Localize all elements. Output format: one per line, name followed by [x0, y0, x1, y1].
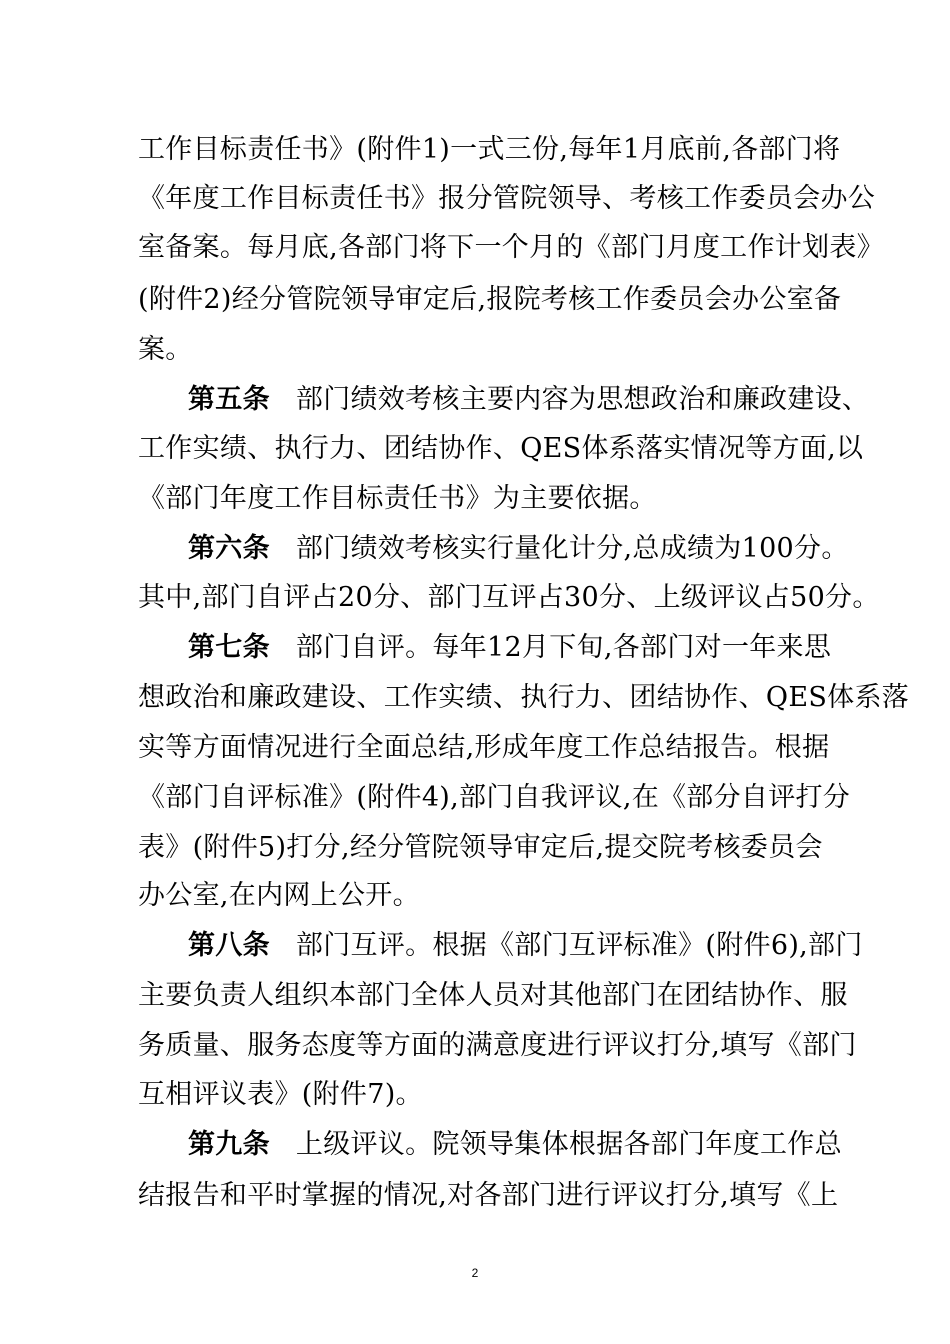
article-text: 上级评议。院领导集体根据各部门年度工作总	[295, 1129, 842, 1160]
text-line: 工作目标责任书》(附件1)一式三份,每年1月底前,各部门将	[138, 134, 841, 165]
article-heading: 第七条	[188, 632, 270, 663]
text-line: 表》(附件5)打分,经分管院领导审定后,提交院考核委员会	[138, 832, 823, 863]
article-heading: 第九条	[188, 1129, 270, 1160]
article-first-line	[188, 1129, 842, 1161]
article-first-line	[188, 533, 849, 565]
text-line: 实等方面情况进行全面总结,形成年度工作总结报告。根据	[138, 732, 830, 763]
text-line: 工作实绩、执行力、团结协作、QES体系落实情况等方面,以	[138, 433, 864, 464]
text-line: 互相评议表》(附件7)。	[138, 1079, 423, 1110]
text-line: 《年度工作目标责任书》报分管院领导、考核工作委员会办公	[138, 183, 876, 214]
article-heading: 第八条	[188, 930, 270, 961]
text-line: 其中,部门自评占20分、部门互评占30分、上级评议占50分。	[138, 582, 880, 613]
article-text: 部门互评。根据《部门互评标准》(附件6),部门	[295, 930, 863, 961]
text-line: 结报告和平时掌握的情况,对各部门进行评议打分,填写《上	[138, 1180, 839, 1211]
page-number: 2	[471, 1266, 479, 1280]
article-first-line	[188, 632, 831, 664]
text-line: (附件2)经分管院领导审定后,报院考核工作委员会办公室备	[138, 284, 842, 315]
text-line: 室备案。每月底,各部门将下一个月的《部门月度工作计划表》	[138, 232, 884, 263]
text-line: 《部门年度工作目标责任书》为主要依据。	[138, 483, 657, 514]
article-text: 部门绩效考核主要内容为思想政治和廉政建设、	[295, 384, 870, 415]
text-line: 办公室,在内网上公开。	[138, 880, 420, 911]
text-line: 想政治和廉政建设、工作实绩、执行力、团结协作、QES体系落	[138, 682, 910, 713]
article-heading: 第五条	[188, 384, 270, 415]
article-text: 部门绩效考核实行量化计分,总成绩为100分。	[295, 533, 849, 564]
article-text: 部门自评。每年12月下旬,各部门对一年来思	[295, 632, 832, 663]
article-heading: 第六条	[188, 533, 270, 564]
text-line: 《部门自评标准》(附件4),部门自我评议,在《部分自评打分	[138, 782, 851, 813]
article-first-line	[188, 930, 863, 962]
article-first-line	[188, 384, 869, 416]
text-line: 主要负责人组织本部门全体人员对其他部门在团结协作、服	[138, 980, 848, 1011]
text-line: 务质量、服务态度等方面的满意度进行评议打分,填写《部门	[138, 1030, 857, 1061]
text-line: 案。	[138, 334, 193, 365]
